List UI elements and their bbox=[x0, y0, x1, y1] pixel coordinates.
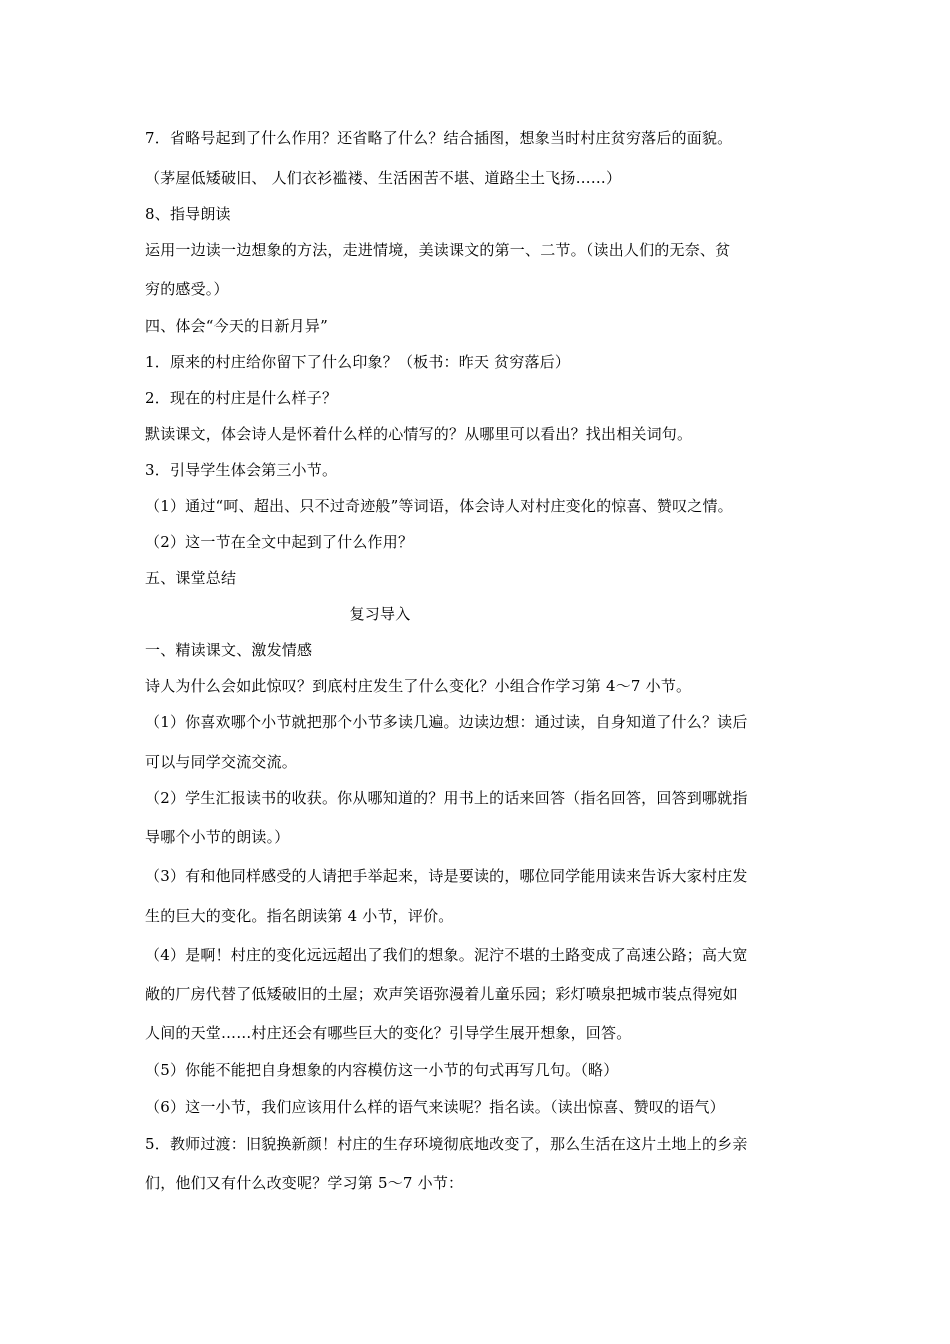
centered-heading: 复习导入 bbox=[349, 605, 411, 623]
text-line: 敞的厂房代替了低矮破旧的土屋；欢声笑语弥漫着儿童乐园；彩灯喷泉把城市装点得宛如 bbox=[145, 985, 738, 1003]
text-line: （2）这一节在全文中起到了什么作用？ bbox=[145, 533, 414, 551]
text-line: 导哪个小节的朗读。） bbox=[145, 828, 290, 846]
text-line: （1）通过“呵、超出、只不过奇迹般”等词语，体会诗人对村庄变化的惊喜、赞叹之情。 bbox=[145, 497, 733, 515]
text-line: 默读课文，体会诗人是怀着什么样的心情写的？从哪里可以看出？找出相关词句。 bbox=[145, 425, 693, 443]
text-line: 穷的感受。） bbox=[145, 280, 229, 298]
text-line: 2．现在的村庄是什么样子？ bbox=[145, 389, 338, 407]
text-line: 运用一边读一边想象的方法，走进情境，美读课文的第一、二节。（读出人们的无奈、贫 bbox=[145, 241, 731, 259]
text-line: （3）有和他同样感受的人请把手举起来，诗是要读的，哪位同学能用读来告诉大家村庄发 bbox=[145, 867, 748, 885]
text-line: （5）你能不能把自身想象的内容模仿这一小节的句式再写几句。（略） bbox=[145, 1061, 619, 1079]
text-line: 诗人为什么会如此惊叹？到底村庄发生了什么变化？小组合作学习第 4～7 小节。 bbox=[145, 677, 692, 695]
section-heading: 一、精读课文、激发情感 bbox=[145, 641, 313, 659]
text-line: （1）你喜欢哪个小节就把那个小节多读几遍。边读边想：通过读，自身知道了什么？读后 bbox=[145, 713, 748, 731]
text-line: 生的巨大的变化。指名朗读第 4 小节，评价。 bbox=[145, 907, 454, 925]
text-line: （茅屋低矮破旧、 人们衣衫褴褛、生活困苦不堪、道路尘土飞扬……） bbox=[145, 169, 622, 187]
text-line: （4）是啊！村庄的变化远远超出了我们的想象。泥泞不堪的土路变成了高速公路；高大宽 bbox=[145, 946, 748, 964]
text-line: 可以与同学交流交流。 bbox=[145, 753, 298, 771]
section-heading: 四、体会“今天的日新月异” bbox=[145, 317, 328, 335]
text-line: 8、指导朗读 bbox=[145, 205, 231, 223]
text-line: （6）这一小节，我们应该用什么样的语气来读呢？指名读。（读出惊喜、赞叹的语气） bbox=[145, 1098, 725, 1116]
text-line: 3．引导学生体会第三小节。 bbox=[145, 461, 338, 479]
section-heading: 五、课堂总结 bbox=[145, 569, 237, 587]
text-line: 们，他们又有什么改变呢？学习第 5～7 小节： bbox=[145, 1174, 464, 1192]
text-line: 人间的天堂……村庄还会有哪些巨大的变化？引导学生展开想象，回答。 bbox=[145, 1024, 632, 1042]
text-line: 1．原来的村庄给你留下了什么印象？（板书：昨天 贫穷落后） bbox=[145, 353, 571, 371]
text-line: 7．省略号起到了什么作用？还省略了什么？结合插图，想象当时村庄贫穷落后的面貌。 bbox=[145, 129, 733, 147]
text-line: （2）学生汇报读书的收获。你从哪知道的？用书上的话来回答（指名回答，回答到哪就指 bbox=[145, 789, 748, 807]
text-line: 5．教师过渡：旧貌换新颜！村庄的生存环境彻底地改变了，那么生活在这片土地上的乡亲 bbox=[145, 1135, 748, 1153]
